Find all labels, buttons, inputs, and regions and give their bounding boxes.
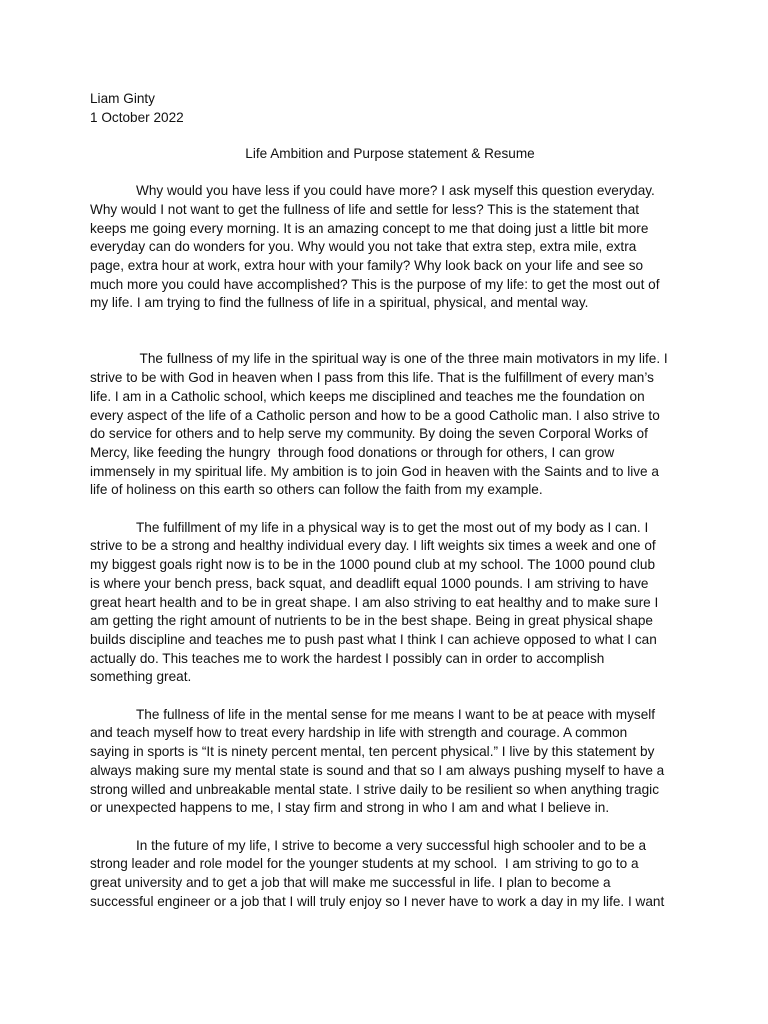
paragraph-line: or unexpected happens to me, I stay firm and strong in who I am and what I believe in. (90, 800, 610, 816)
paragraph-line: saying in sports is “It is ninety percent mental, ten percent physical.” I live by this statement by (90, 744, 655, 760)
paragraph-line: my life. I am trying to find the fullness of life in a spiritual, physical, and mental way. (90, 295, 589, 311)
document-title: Life Ambition and Purpose statement & Resume (245, 146, 535, 162)
document-body (90, 90, 690, 911)
paragraph-line: great university and to get a job that will make me successful in life. I plan to become a (90, 875, 611, 891)
document-date: 1 October 2022 (90, 109, 184, 125)
paragraph-line: successful engineer or a job that I will truly enjoy so I never have to work a day in my life. I want (90, 893, 665, 909)
paragraph-line: something great. (90, 669, 192, 685)
paragraph-mental (90, 706, 690, 818)
paragraph-purpose (90, 182, 690, 313)
paragraph-line: The fulfillment of my life in a physical way is to get the most out of my body as I can. I (136, 519, 649, 535)
paragraph-line: and teach myself how to treat every hardship in life with strength and courage. A common (90, 725, 628, 741)
paragraph-line: strong leader and role model for the younger students at my school. I am striving to go to a (90, 856, 639, 872)
paragraph-line: builds discipline and teaches me to push past what I think I can achieve opposed to what I can (90, 631, 657, 647)
paragraph-physical (90, 519, 690, 687)
paragraph-line: is where your bench press, back squat, and deadlift equal 1000 pounds. I am striving to have (90, 575, 649, 591)
paragraph-line: actually do. This teaches me to work the hardest I possibly can in order to accomplish (90, 650, 605, 666)
paragraph-line: Why would I not want to get the fullness of life and settle for less? This is the statement that (90, 201, 640, 217)
paragraph-line: In the future of my life, I strive to become a very successful high schooler and to be a (136, 837, 647, 853)
paragraph-line: strong willed and unbreakable mental state. I strive daily to be resilient so when anything tragic (90, 781, 659, 797)
paragraph-line: strive to be with God in heaven when I pass from this life. That is the fulfillment of every man’s (90, 370, 654, 386)
paragraph-line: much more you could have accomplished? This is the purpose of my life: to get the most out of (90, 276, 660, 292)
paragraph-line: always making sure my mental state is sound and that so I am always pushing myself to have a (90, 762, 665, 778)
paragraph-line: great heart health and to be in great shape. I am also striving to eat healthy and to make sure I (90, 594, 659, 610)
paragraph-line: life of holiness on this earth so others can follow the faith from my example. (90, 482, 543, 498)
paragraph-line: do service for others and to help serve my community. By doing the seven Corporal Works of (90, 426, 648, 442)
paragraph-spiritual (90, 350, 690, 500)
paragraph-line: Why would you have less if you could have more? I ask myself this question everyday. (136, 183, 655, 199)
paragraph-line: immensely in my spiritual life. My ambition is to join God in heaven with the Saints and to live a (90, 463, 659, 479)
paragraph-line: everyday can do wonders for you. Why would you not take that extra step, extra mile, extra (90, 239, 637, 255)
paragraph-line: my biggest goals right now is to be in the 1000 pound club at my school. The 1000 pound club (90, 557, 656, 573)
paragraph-future (90, 837, 690, 912)
paragraph-line: life. I am in a Catholic school, which keeps me disciplined and teaches me the foundation on (90, 388, 645, 404)
paragraph-line: The fullness of life in the mental sense for me means I want to be at peace with myself (136, 706, 656, 722)
paragraph-line: am getting the right amount of nutrients to be in the best shape. Being in great physical shape (90, 613, 653, 629)
paragraph-line: every aspect of the life of a Catholic person and how to be a good Catholic man. I also strive to (90, 407, 660, 423)
paragraph-line: The fullness of my life in the spiritual way is one of the three main motivators in my life. I (136, 351, 668, 367)
author-name: Liam Ginty (90, 91, 155, 106)
paragraph-line: page, extra hour at work, extra hour with your family? Why look back on your life and see so (90, 257, 644, 273)
paragraph-line: keeps me going every morning. It is an amazing concept to me that doing just a little bit more (90, 220, 649, 236)
paragraph-line: strive to be a strong and healthy individual every day. I lift weights six times a week and one of (90, 538, 656, 554)
paragraph-line: Mercy, like feeding the hungry through food donations or through for others, I can grow (90, 444, 615, 460)
